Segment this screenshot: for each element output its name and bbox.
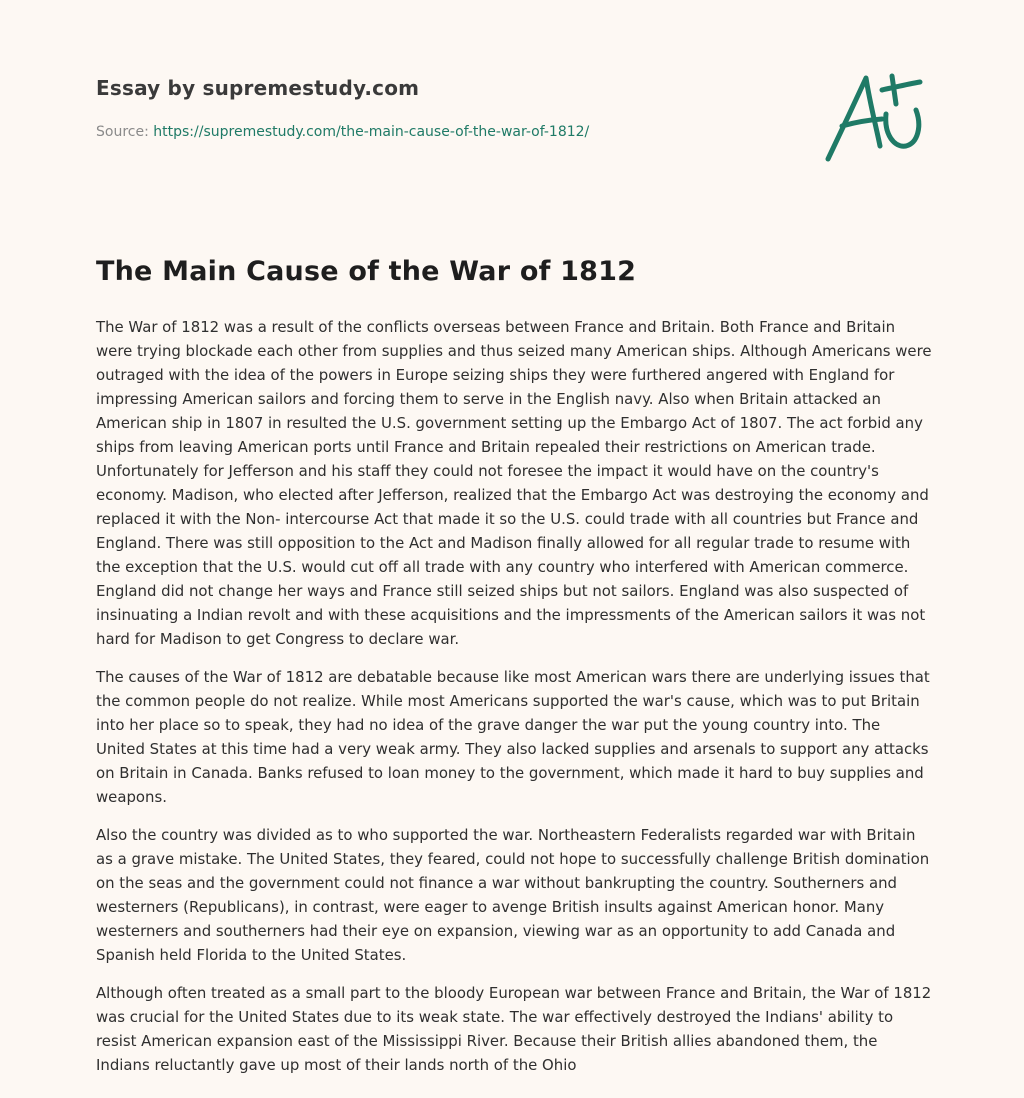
source-line xyxy=(96,124,589,140)
essay-paragraph: Although often treated as a small part to the bloody European war between France and Britain, the War of 1812 was crucial for the United States due to its weak state. The war effectively destroyed the Indians' ability to resist American expansion east of the Mississippi River. Because their British allies abandoned them, the Indians reluctantly gave up most of their lands north of the Ohio xyxy=(96,984,932,1074)
essay-paragraph: Also the country was divided as to who supported the war. Northeastern Federalists regarded war with Britain as a grave mistake. The United States, they feared, could not hope to successfully challenge British domination on the seas and the government could not finance a war without bankrupting the country. Southerners and westerners (Republicans), in contrast, were eager to avenge British insults against American honor. Many westerners and southerners had their eye on expansion, viewing war as an opportunity to add Canada and Spanish held Florida to the United States. xyxy=(96,826,930,964)
essay-paragraph: The causes of the War of 1812 are debatable because like most American wars there are underlying issues that the common people do not realize. While most Americans supported the war's cause, which was to put Britain into her place so to speak, they had no idea of the grave danger the war put the young country into. The United States at this time had a very weak army. They also lacked supplies and arsenals to support any attacks on Britain in Canada. Banks refused to loan money to the government, which made it hard to buy supplies and weapons. xyxy=(96,668,930,806)
essay-paragraph: The War of 1812 was a result of the conflicts overseas between France and Britain. Both France and Britain were trying blockade each other from supplies and thus seized many American ships. Although Americans were outraged with the idea of the powers in Europe seizing ships they were furthered angered with England for impressing American sailors and forcing them to serve in the English navy. Also when Britain attacked an American ship in 1807 in resulted the U.S. government setting up the Embargo Act of 1807. The act forbid any ships from leaving American ports until France and Britain repealed their restrictions on American trade. Unfortunately for Jefferson and his staff they could not foresee the impact it would have on the country's economy. Madison, who elected after Jefferson, realized that the Embargo Act was destroying the economy and replaced it with the Non- intercourse Act that made it so the U.S. could trade with all countries but France and England. There was still opposition to the Act and Madison finally allowed for all regular trade to resume with the exception that the U.S. would cut off all trade with any country who interfered with American commerce. England did not change her ways and France still seized ships but not sailors. England was also suspected of insinuating a Indian revolt and with these acquisitions and the impressments of the American sailors it was not hard for Madison to get Congress to declare war. xyxy=(96,318,932,648)
source-link[interactable]: https://supremestudy.com/the-main-cause-of-the-war-of-1812/ xyxy=(153,124,590,140)
essay-body xyxy=(96,315,932,1091)
site-title: Essay by supremestudy.com xyxy=(96,76,420,100)
source-label: Source: xyxy=(96,124,154,140)
a-plus-logo-icon xyxy=(820,64,930,168)
essay-title: The Main Cause of the War of 1812 xyxy=(96,256,637,287)
